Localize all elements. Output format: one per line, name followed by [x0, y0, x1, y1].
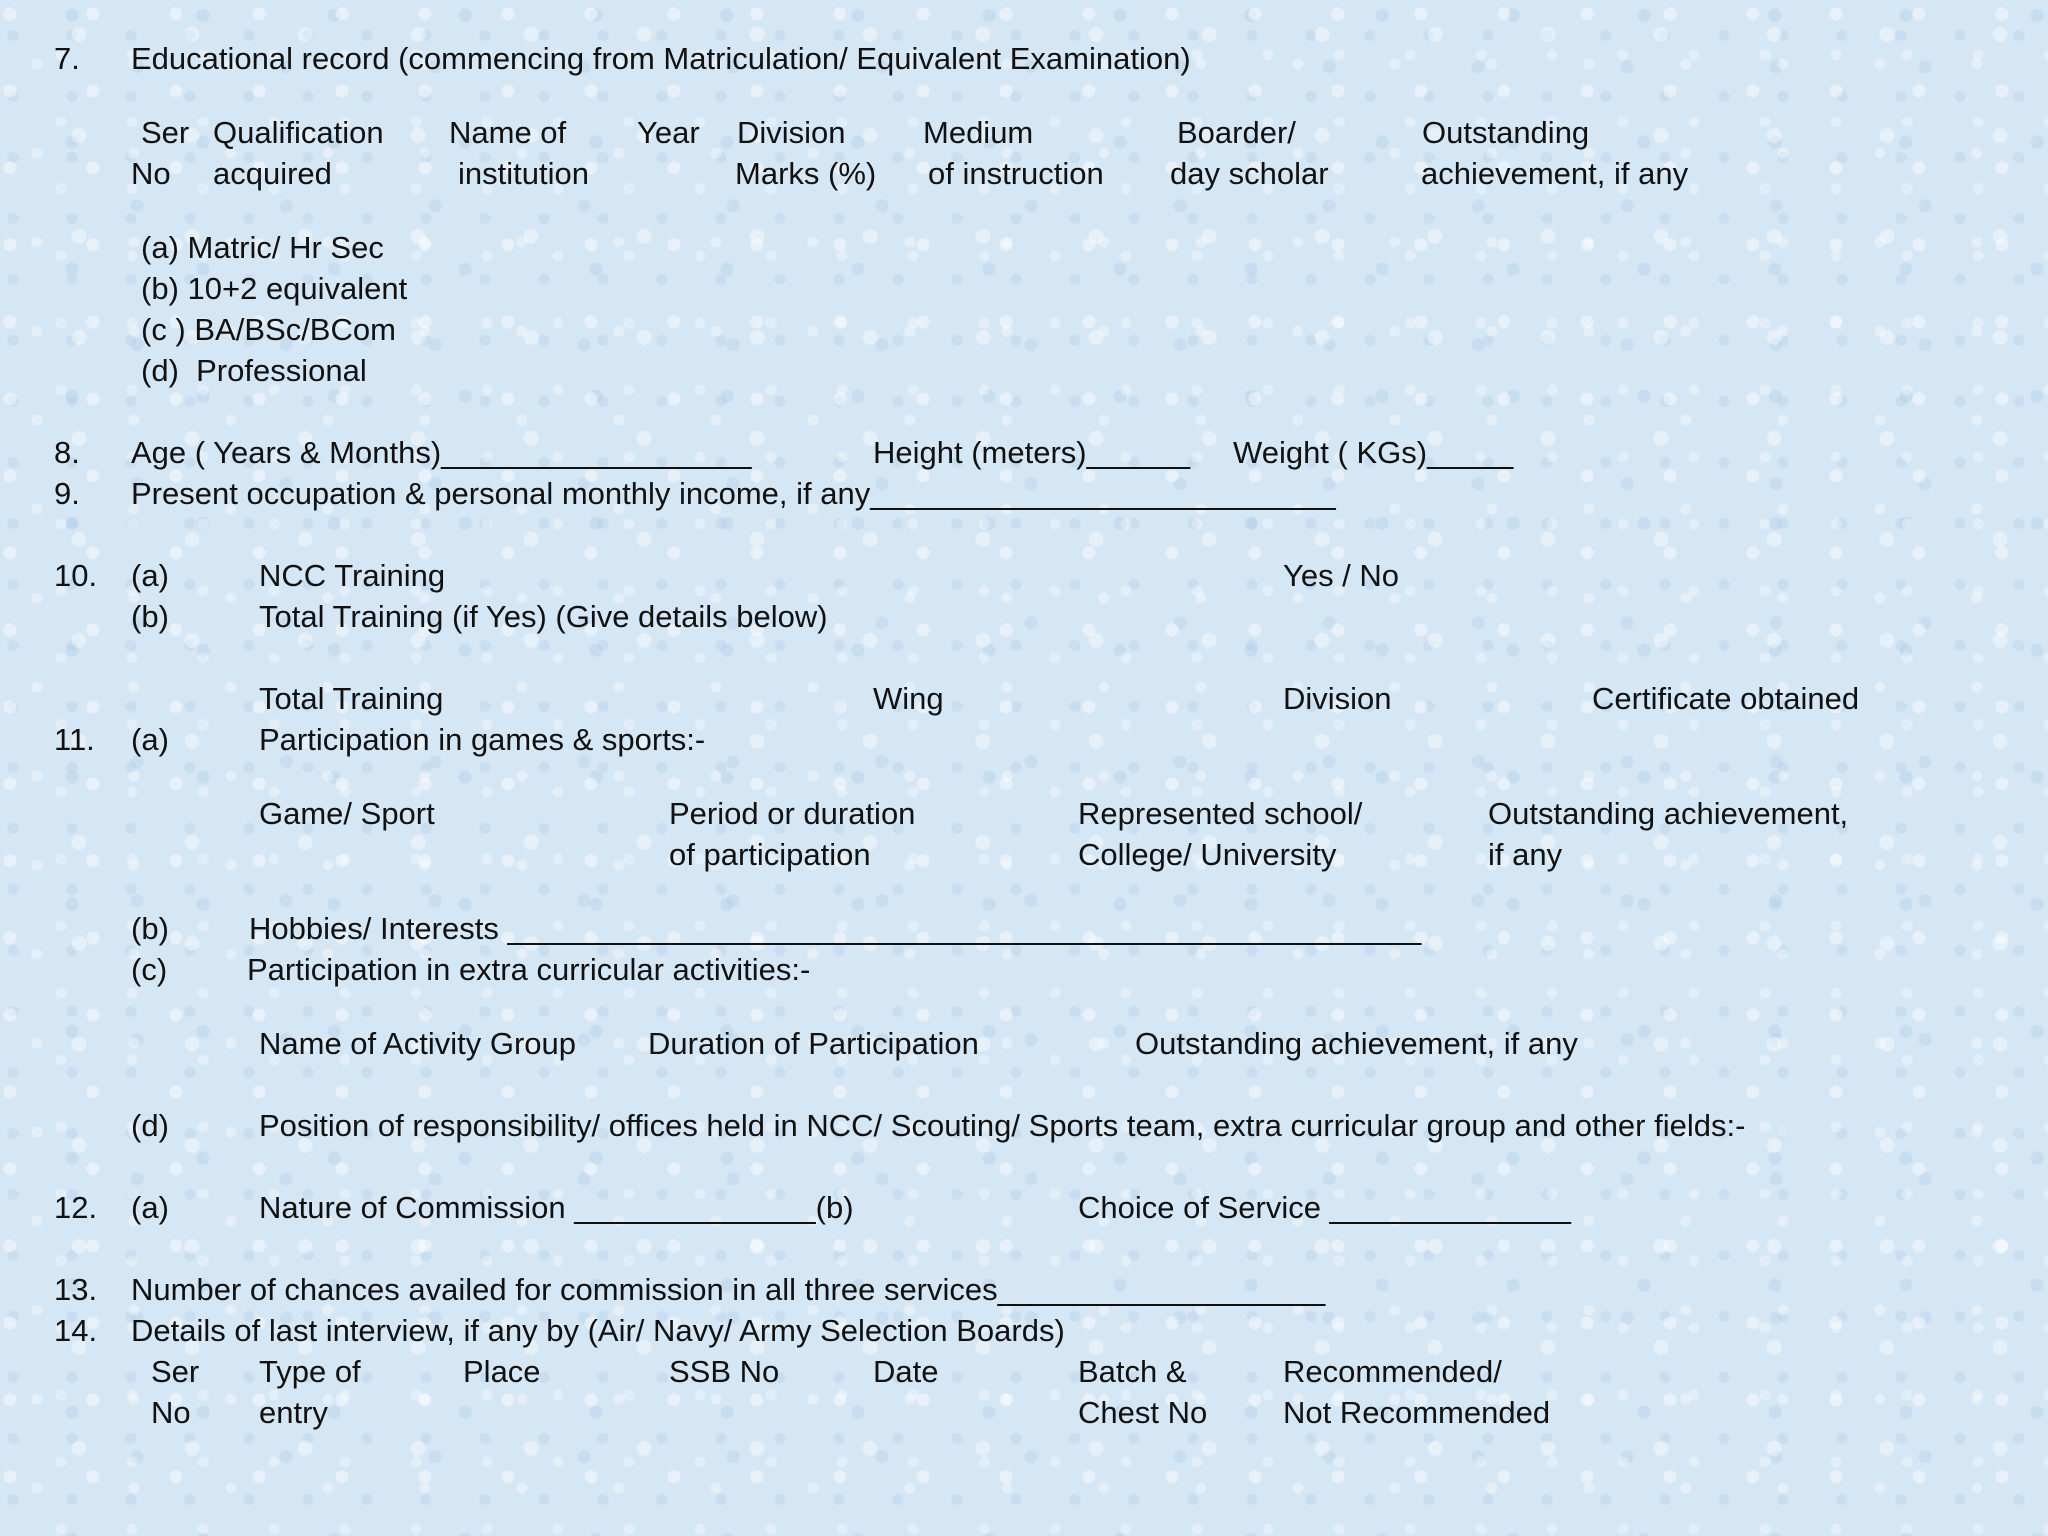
- item-12-number: 12.: [54, 1190, 98, 1225]
- col-qualification-header-line2: acquired: [213, 156, 332, 191]
- col-interview-ssb-header: SSB No: [669, 1354, 780, 1389]
- last-interview-label: Details of last interview, if any by (Air/ Navy/ Army Selection Boards): [131, 1313, 1065, 1348]
- col-represented-header: Represented school/: [1078, 796, 1363, 831]
- col-total-training-header: Total Training: [259, 681, 444, 716]
- col-division-header: Division: [1283, 681, 1392, 716]
- col-boarder-header: Boarder/: [1177, 115, 1296, 150]
- position-responsibility-label: Position of responsibility/ offices held in NCC/ Scouting/ Sports team, extra curricular group and other fields:-: [259, 1108, 1746, 1143]
- col-interview-batch-header-line2: Chest No: [1078, 1395, 1208, 1430]
- item-11a-letter: (a): [131, 722, 169, 757]
- item-10b-letter: (b): [131, 599, 169, 634]
- col-interview-recommended-header-line2: Not Recommended: [1283, 1395, 1551, 1430]
- total-training-label: Total Training (if Yes) (Give details below): [259, 599, 828, 634]
- col-division-header-line2: Marks (%): [735, 156, 877, 191]
- col-sports-outstanding-header-line2: if any: [1488, 837, 1563, 872]
- games-sports-label: Participation in games & sports:-: [259, 722, 706, 757]
- col-boarder-header-line2: day scholar: [1170, 156, 1329, 191]
- item-14-number: 14.: [54, 1313, 98, 1348]
- col-outstanding-header: Outstanding: [1422, 115, 1590, 150]
- col-institution-header-line2: institution: [458, 156, 589, 191]
- col-activity-duration-header: Duration of Participation: [648, 1026, 979, 1061]
- col-wing-header: Wing: [873, 681, 944, 716]
- item-7-title: Educational record (commencing from Matriculation/ Equivalent Examination): [131, 41, 1191, 76]
- col-interview-ser-header-line2: No: [151, 1395, 191, 1430]
- item-11c-letter: (c): [131, 952, 168, 987]
- edu-row-b: (b) 10+2 equivalent: [141, 271, 408, 306]
- col-year-header: Year: [637, 115, 700, 150]
- item-12a-letter: (a): [131, 1190, 169, 1225]
- col-activity-outstanding-header: Outstanding achievement, if any: [1135, 1026, 1578, 1061]
- col-certificate-header: Certificate obtained: [1592, 681, 1860, 716]
- item-9-number: 9.: [54, 476, 80, 511]
- col-activity-group-header: Name of Activity Group: [259, 1026, 577, 1061]
- item-7-number: 7.: [54, 41, 80, 76]
- extra-curricular-label: Participation in extra curricular activities:-: [247, 952, 811, 987]
- col-outstanding-header-line2: achievement, if any: [1421, 156, 1689, 191]
- item-8-number: 8.: [54, 435, 80, 470]
- col-represented-header-line2: College/ University: [1078, 837, 1337, 872]
- col-interview-batch-header: Batch &: [1078, 1354, 1187, 1389]
- col-medium-header-line2: of instruction: [928, 156, 1104, 191]
- edu-row-c: (c ) BA/BSc/BCom: [141, 312, 396, 347]
- choice-of-service-field[interactable]: Choice of Service ______________: [1078, 1190, 1571, 1225]
- ncc-training-yes-no[interactable]: Yes / No: [1283, 558, 1400, 593]
- col-interview-recommended-header: Recommended/: [1283, 1354, 1502, 1389]
- hobbies-field[interactable]: Hobbies/ Interests _____________________________________________________: [249, 911, 1422, 946]
- height-field[interactable]: Height (meters)______: [873, 435, 1191, 470]
- edu-row-d: (d) Professional: [141, 353, 367, 388]
- edu-row-a: (a) Matric/ Hr Sec: [141, 230, 384, 265]
- col-qualification-header: Qualification: [213, 115, 384, 150]
- item-11d-letter: (d): [131, 1108, 169, 1143]
- col-interview-date-header: Date: [873, 1354, 939, 1389]
- age-field[interactable]: Age ( Years & Months)__________________: [131, 435, 752, 470]
- col-interview-type-header-line2: entry: [259, 1395, 328, 1430]
- col-institution-header: Name of: [449, 115, 567, 150]
- ncc-training-label: NCC Training: [259, 558, 446, 593]
- item-13-number: 13.: [54, 1272, 98, 1307]
- col-interview-place-header: Place: [463, 1354, 541, 1389]
- occupation-income-field[interactable]: Present occupation & personal monthly income, if any___________________________: [131, 476, 1336, 511]
- chances-availed-field[interactable]: Number of chances availed for commission in all three services___________________: [131, 1272, 1326, 1307]
- col-ser-header: Ser: [141, 115, 190, 150]
- col-division-header: Division: [737, 115, 846, 150]
- item-10-number: 10.: [54, 558, 98, 593]
- col-game-sport-header: Game/ Sport: [259, 796, 435, 831]
- col-period-header-line2: of participation: [669, 837, 871, 872]
- col-interview-type-header: Type of: [259, 1354, 361, 1389]
- nature-of-commission-field[interactable]: Nature of Commission ______________(b): [259, 1190, 854, 1225]
- col-sports-outstanding-header: Outstanding achievement,: [1488, 796, 1849, 831]
- col-ser-header-line2: No: [131, 156, 171, 191]
- item-10a-letter: (a): [131, 558, 169, 593]
- item-11b-letter: (b): [131, 911, 169, 946]
- col-period-header: Period or duration: [669, 796, 916, 831]
- item-11-number: 11.: [54, 722, 95, 757]
- col-interview-ser-header: Ser: [151, 1354, 200, 1389]
- col-medium-header: Medium: [923, 115, 1034, 150]
- weight-field[interactable]: Weight ( KGs)_____: [1233, 435, 1514, 470]
